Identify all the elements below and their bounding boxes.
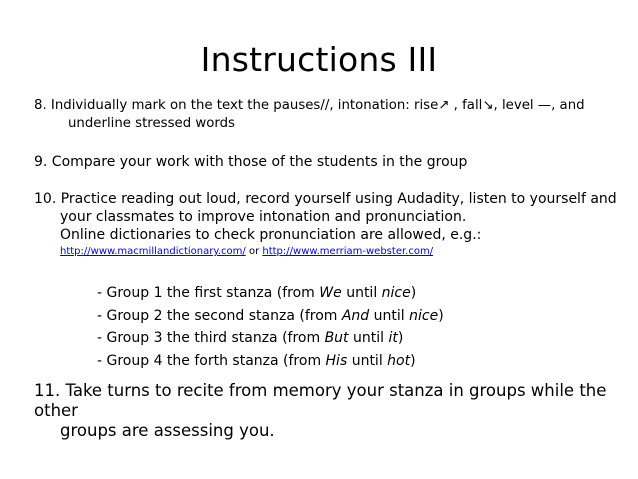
instruction-11-line2: groups are assessing you.	[60, 421, 275, 440]
end-word: nice	[409, 307, 439, 324]
start-word: And	[341, 307, 370, 324]
end-word: it	[388, 330, 398, 346]
slide-title: Instructions III	[200, 40, 438, 79]
list-item	[97, 350, 444, 373]
list-item	[97, 305, 444, 328]
group-text: until	[341, 285, 382, 301]
instruction-9: 9. Compare your work with those of the students in the group	[34, 154, 468, 170]
group-text: until	[348, 330, 389, 346]
start-word: We	[319, 285, 342, 301]
link-separator: or	[248, 246, 260, 257]
start-word: His	[325, 352, 348, 369]
group-text: )	[397, 330, 404, 346]
instruction-8-line2: underline stressed words	[68, 116, 235, 131]
instruction-10-line1: 10. Practice reading out loud, record yourself using Audadity, listen to yourself and	[34, 191, 617, 207]
group-text: - Group 1 the first stanza (from	[97, 285, 320, 301]
group-text: - Group 3 the third stanza (from	[97, 330, 325, 346]
instruction-11	[34, 381, 624, 441]
group-text: - Group 2 the second stanza (from	[97, 307, 342, 324]
merriam-webster-link[interactable]: http://www.merriam-webster.com/	[262, 246, 434, 257]
start-word: But	[324, 330, 349, 346]
list-item	[97, 282, 444, 305]
instruction-11-line1: 11. Take turns to recite from memory your stanza in groups while the other	[34, 381, 607, 420]
end-word: nice	[381, 285, 411, 301]
instruction-10	[34, 190, 624, 260]
group-text: - Group 4 the forth stanza (from	[97, 352, 326, 369]
rise-arrow-icon: ↗	[438, 98, 450, 113]
list-item	[97, 327, 444, 350]
fall-arrow-icon: ↘	[482, 98, 494, 113]
macmillan-link[interactable]: http://www.macmillandictionary.com/	[60, 246, 246, 257]
instruction-8	[34, 97, 624, 133]
group-list	[97, 282, 444, 372]
instruction-8-text: 8. Individually mark on the text the pauses//, intonation: rise	[34, 98, 439, 113]
instruction-10-line3: Online dictionaries to check pronunciation are allowed, e.g.:	[60, 227, 482, 243]
group-text: )	[410, 285, 417, 301]
dictionary-links	[34, 244, 624, 260]
group-text: )	[438, 307, 444, 324]
group-text: until	[369, 307, 410, 324]
group-text: until	[347, 352, 388, 369]
end-word: hot	[387, 352, 411, 369]
instruction-8-fall: , fall	[449, 98, 483, 113]
instruction-10-line2: your classmates to improve intonation and pronunciation.	[60, 209, 467, 225]
group-text: )	[410, 352, 416, 369]
instruction-8-level: , level —, and	[493, 98, 585, 113]
